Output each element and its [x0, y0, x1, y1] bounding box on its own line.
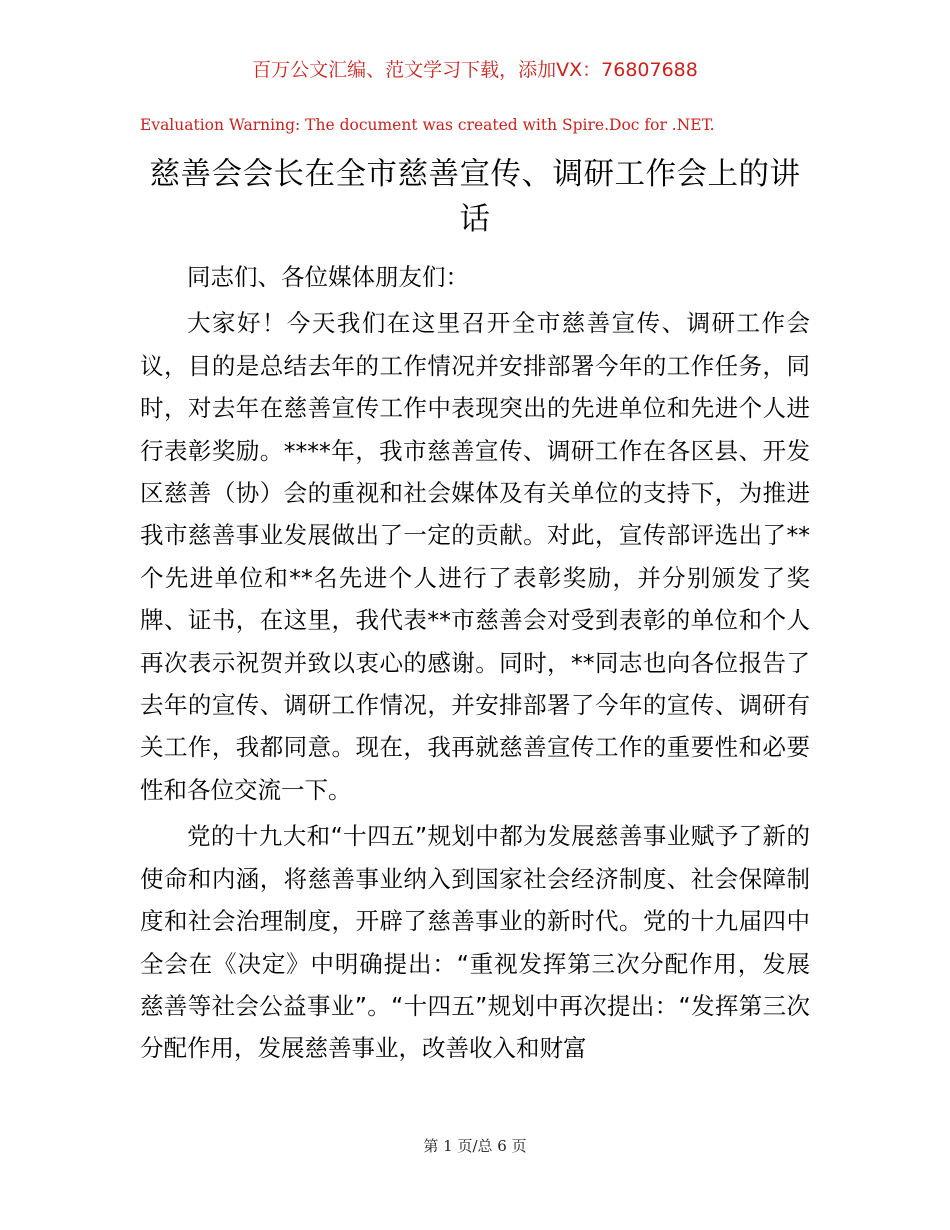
- page-indicator: 第 1 页/总 6 页: [423, 1137, 527, 1155]
- document-body: [140, 256, 810, 1074]
- document-title: 慈善会会长在全市慈善宣传、调研工作会上的讲话: [149, 157, 801, 237]
- body-paragraph: 党的十九大和“十四五”规划中都为发展慈善事业赋予了新的使命和内涵，将慈善事业纳入到国家社会经济制度、社会保障制度和社会治理制度，开辟了慈善事业的新时代。党的十九届四中全会在《决定》中明确提出：“重视发挥第三次分配作用，发展慈善等社会公益事业”。“十四五”规划中再次提出：“发挥第三次分配作用，发展慈善事业，改善收入和财富: [140, 822, 810, 1063]
- salutation-paragraph: 同志们、各位媒体朋友们：: [187, 263, 469, 291]
- header-banner: 百万公文汇编、范文学习下载，添加VX：76807688: [252, 59, 698, 81]
- body-paragraph: 大家好！今天我们在这里召开全市慈善宣传、调研工作会议，目的是总结去年的工作情况并安排部署今年的工作任务，同时，对去年在慈善宣传工作中表现突出的先进单位和先进个人进行表彰奖励。****年，我市慈善宣传、调研工作在各区县、开发区慈善（协）会的重视和社会媒体及有关单位的支持下，为推进我市慈善事业发展做出了一定的贡献。对此，宣传部评选出了**个先进单位和**名先进个人进行了表彰奖励，并分别颁发了奖牌、证书，在这里，我代表**市慈善会对受到表彰的单位和个人再次表示祝贺并致以衷心的感谢。同时，**同志也向各位报告了去年的宣传、调研工作情况，并安排部署了今年的宣传、调研有关工作，我都同意。现在，我再就慈善宣传工作的重要性和必要性和各位交流一下。: [140, 309, 810, 804]
- evaluation-warning: Evaluation Warning: The document was created with Spire.Doc for .NET.: [140, 116, 715, 134]
